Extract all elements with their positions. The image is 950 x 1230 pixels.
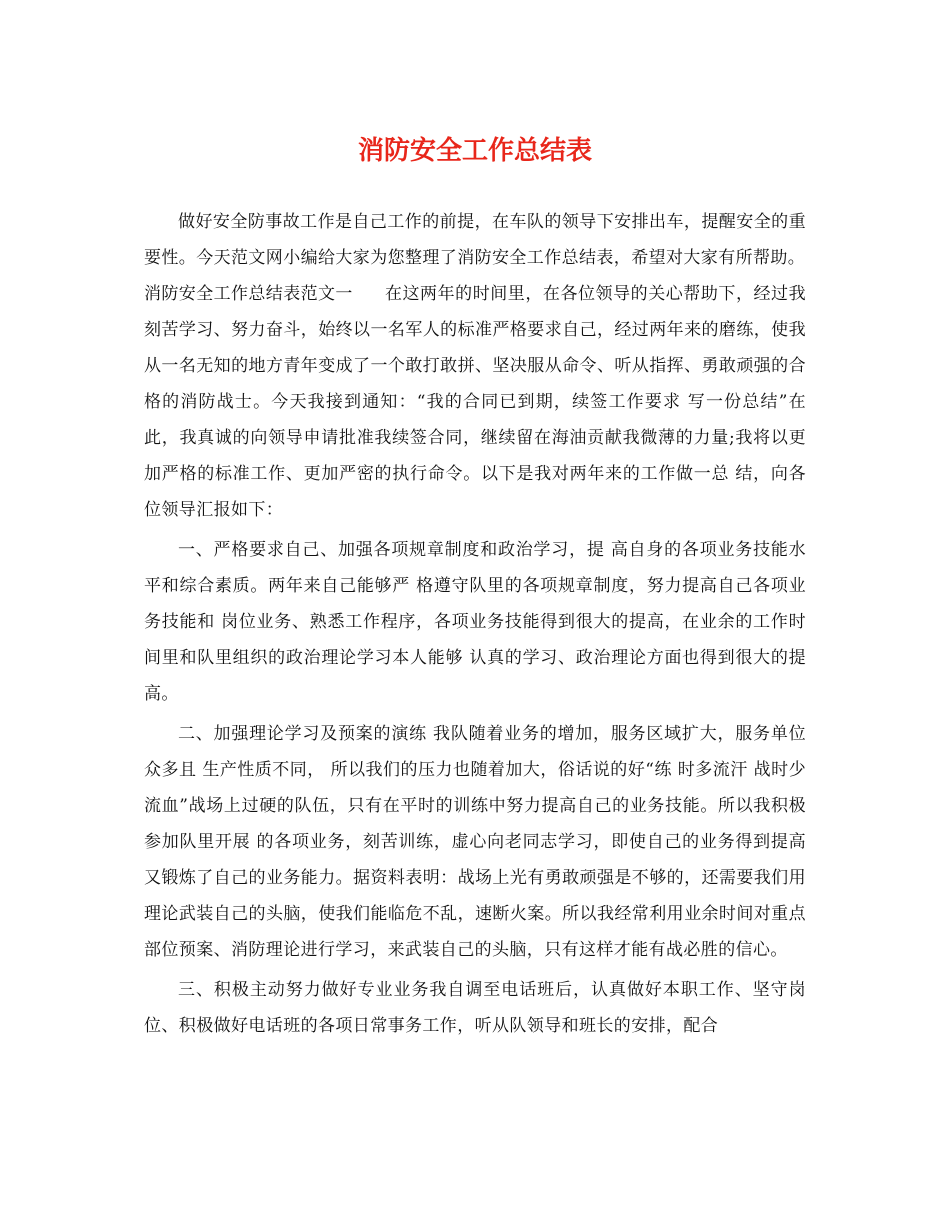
section-text: 在这两年的时间里，在各位领导的关心帮助下，经过我刻苦学习、努力奋斗，始终以一名军人的标准严格要求自己，经过两年来的磨练，使我从一名无知的地方青年变成了一个敢打敢拼、坚决服从命令、听从指挥、勇敢顽强的合格的消防战士。今天我接到通知：“我的合同已到期，续签工作要求 写一份总结”在此，我真诚的向领导申请批准我续签合同，继续留在海油贡献我微薄的力量;我将以更加严格的标准工作、更加严密的执行命令。以下是我对两年来的工作做一总 结，向各位领导汇报如下：: [144, 284, 806, 520]
point-three-paragraph: 三、积极主动努力做好专业业务我自调至电话班后，认真做好本职工作、坚守岗位、积极做好电话班的各项日常事务工作，听从队领导和班长的安排，配合: [144, 980, 806, 1036]
document-title: 消防安全工作总结表: [357, 136, 592, 166]
section-heading: 消防安全工作总结表范文一: [144, 284, 353, 304]
point-one-paragraph: 一、严格要求自己、加强各项规章制度和政治学习，提 高自身的各项业务技能水平和综合素质。两年来自己能够严 格遵守队里的各项规章制度，努力提高自己各项业务技能和 岗位业务、熟悉工作程序，各项业务技能得到很大的提高，在业余的工作时间里和队里组织的政治理论学习本人能够 认真的学习、政治理论方面也得到很大的提高。: [144, 540, 806, 704]
intro-paragraph: 做好安全防事故工作是自己工作的前提，在车队的领导下安排出车，提醒安全的重要性。今天范文网小编给大家为您整理了消防安全工作总结表，希望对大家有所帮助。: [144, 212, 806, 268]
document-body: [144, 204, 806, 1044]
section-one: [144, 276, 806, 528]
point-two-paragraph: 二、加强理论学习及预案的演练 我队随着业务的增加，服务区域扩大，服务单位众多且 生产性质不同， 所以我们的压力也随着加大，俗话说的好“练 时多流汗 战时少流血”战场上过硬的队伍，只有在平时的训练中努力提高自己的业务技能。所以我积极参加队里开展 的各项业务，刻苦训练，虚心向老同志学习，即使自己的业务得到提高又锻炼了自己的业务能力。据资料表明：战场上光有勇敢顽强是不够的，还需要我们用理论武装自己的头脑，使我们能临危不乱，速断火案。所以我经常利用业余时间对重点部位预案、消防理论进行学习，来武装自己的头脑，只有这样才能有战必胜的信心。: [144, 724, 806, 960]
